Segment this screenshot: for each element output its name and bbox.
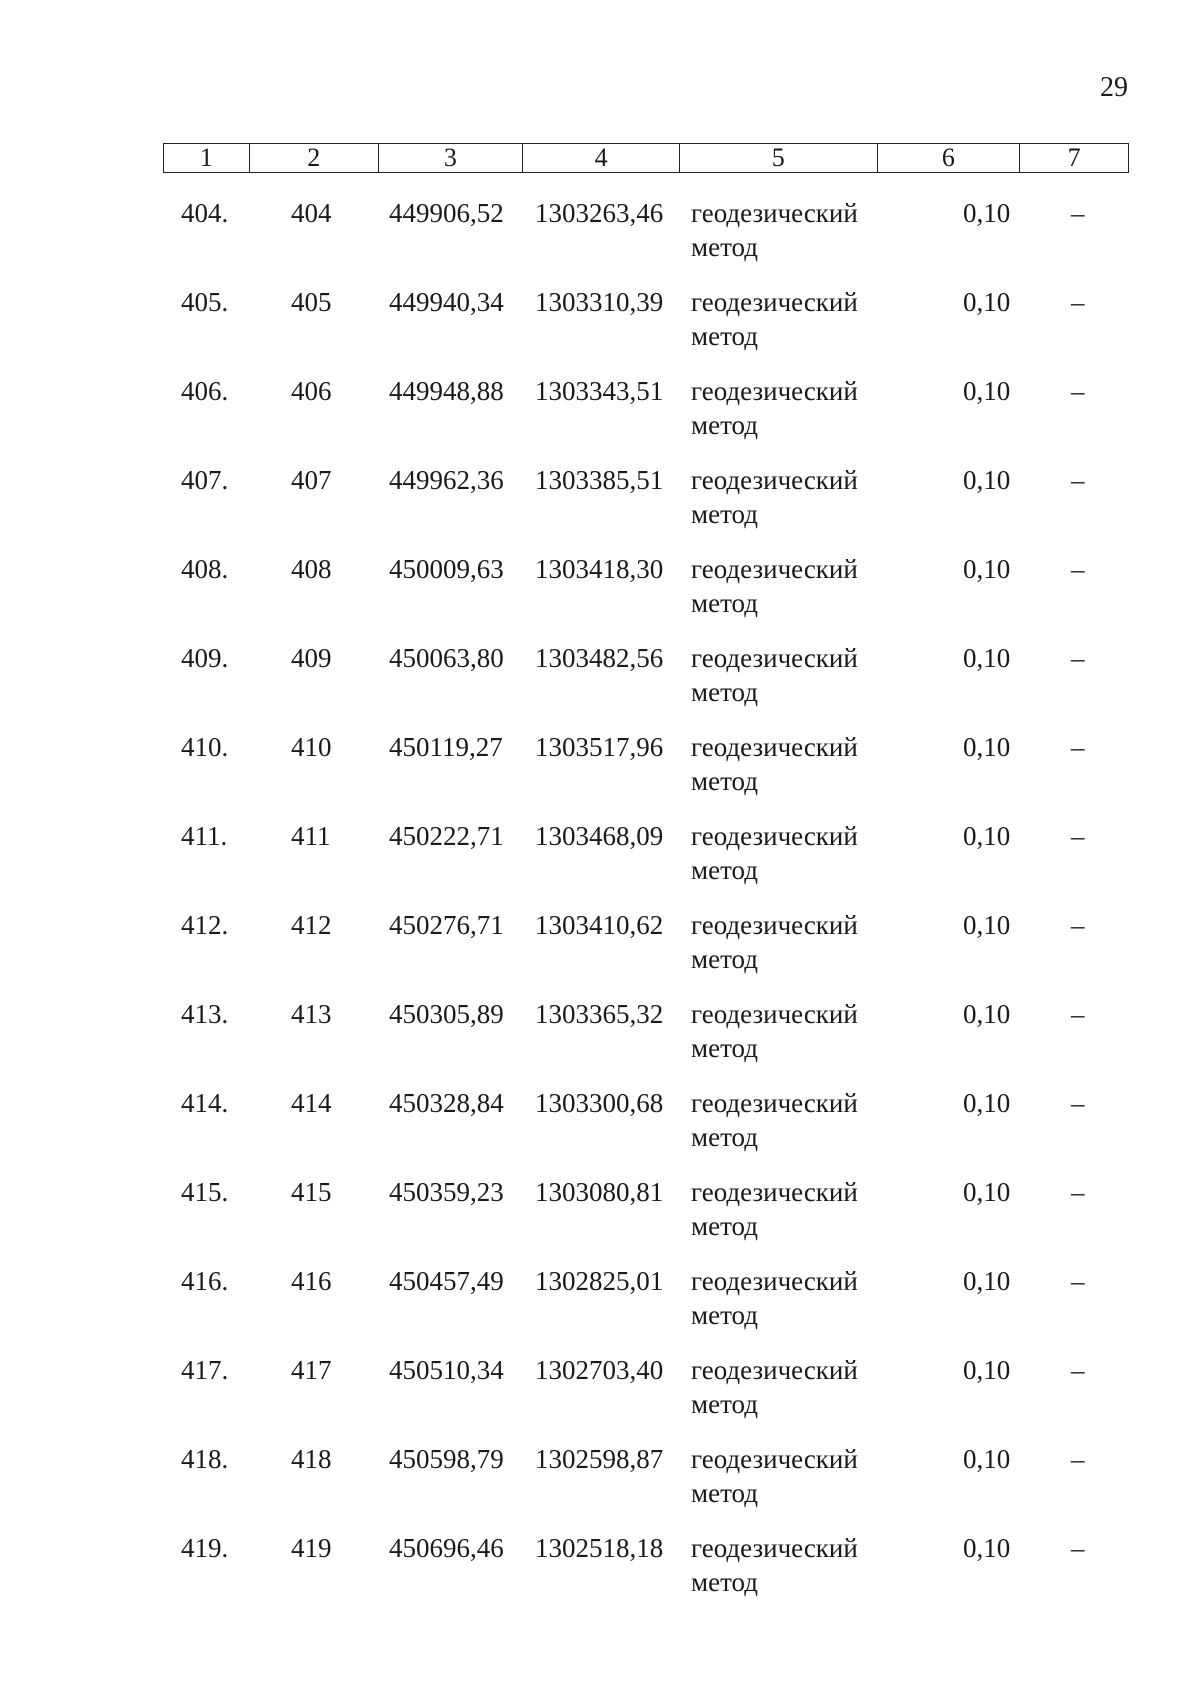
cell-point-id: 418: [291, 1444, 332, 1474]
header-col-2: 2: [250, 144, 379, 172]
table-row: [163, 1353, 1129, 1442]
cell-point-id: 417: [291, 1355, 332, 1385]
table-row: [163, 997, 1129, 1086]
cell-note: –: [1071, 198, 1085, 228]
cell-accuracy: 0,10: [963, 1266, 1011, 1296]
cell-row-number: 416.: [181, 1266, 229, 1296]
cell-accuracy: 0,10: [963, 198, 1011, 228]
cell-note: –: [1071, 999, 1085, 1029]
cell-method: геодезический метод: [691, 643, 858, 707]
cell-accuracy: 0,10: [963, 732, 1011, 762]
cell-row-number: 404.: [181, 198, 229, 228]
cell-accuracy: 0,10: [963, 554, 1011, 584]
table-row: [163, 641, 1129, 730]
table-row: [163, 908, 1129, 997]
table-body: [163, 196, 1129, 1620]
cell-row-number: 419.: [181, 1533, 229, 1563]
cell-coord-x: 449948,88: [389, 376, 504, 406]
cell-point-id: 404: [291, 198, 332, 228]
cell-coord-x: 449906,52: [389, 198, 504, 228]
cell-coord-x: 450457,49: [389, 1266, 504, 1296]
header-col-5: 5: [680, 144, 878, 172]
cell-coord-y: 1303263,46: [535, 198, 664, 228]
cell-note: –: [1071, 465, 1085, 495]
cell-note: –: [1071, 732, 1085, 762]
cell-method: геодезический метод: [691, 1355, 858, 1419]
cell-point-id: 408: [291, 554, 332, 584]
table-row: [163, 463, 1129, 552]
cell-coord-x: 450009,63: [389, 554, 504, 584]
cell-coord-x: 450222,71: [389, 821, 504, 851]
cell-coord-x: 450328,84: [389, 1088, 504, 1118]
cell-note: –: [1071, 910, 1085, 940]
cell-point-id: 415: [291, 1177, 332, 1207]
cell-row-number: 417.: [181, 1355, 229, 1385]
cell-accuracy: 0,10: [963, 1355, 1011, 1385]
cell-method: геодезический метод: [691, 1177, 858, 1241]
cell-method: геодезический метод: [691, 1444, 858, 1508]
cell-accuracy: 0,10: [963, 999, 1011, 1029]
cell-accuracy: 0,10: [963, 1444, 1011, 1474]
cell-point-id: 410: [291, 732, 332, 762]
cell-accuracy: 0,10: [963, 821, 1011, 851]
cell-row-number: 413.: [181, 999, 229, 1029]
table-row: [163, 1086, 1129, 1175]
table-row: [163, 1264, 1129, 1353]
cell-coord-y: 1303410,62: [535, 910, 664, 940]
cell-accuracy: 0,10: [963, 910, 1011, 940]
cell-point-id: 414: [291, 1088, 332, 1118]
cell-coord-y: 1303418,30: [535, 554, 664, 584]
cell-row-number: 410.: [181, 732, 229, 762]
cell-note: –: [1071, 1177, 1085, 1207]
cell-note: –: [1071, 376, 1085, 406]
cell-accuracy: 0,10: [963, 376, 1011, 406]
cell-point-id: 412: [291, 910, 332, 940]
header-col-4: 4: [523, 144, 680, 172]
cell-coord-x: 450276,71: [389, 910, 504, 940]
cell-point-id: 407: [291, 465, 332, 495]
cell-accuracy: 0,10: [963, 1088, 1011, 1118]
cell-coord-y: 1303080,81: [535, 1177, 664, 1207]
table-row: [163, 196, 1129, 285]
cell-note: –: [1071, 1444, 1085, 1474]
cell-note: –: [1071, 1533, 1085, 1563]
header-col-1: 1: [164, 144, 250, 172]
cell-coord-y: 1303343,51: [535, 376, 664, 406]
cell-coord-x: 450063,80: [389, 643, 504, 673]
cell-coord-y: 1302598,87: [535, 1444, 664, 1474]
cell-method: геодезический метод: [691, 198, 858, 262]
cell-method: геодезический метод: [691, 554, 858, 618]
cell-row-number: 418.: [181, 1444, 229, 1474]
cell-row-number: 407.: [181, 465, 229, 495]
cell-coord-y: 1303300,68: [535, 1088, 664, 1118]
table-row: [163, 374, 1129, 463]
cell-row-number: 408.: [181, 554, 229, 584]
table-row: [163, 1531, 1129, 1620]
page-number: 29: [1100, 72, 1128, 103]
cell-coord-y: 1303517,96: [535, 732, 664, 762]
cell-note: –: [1071, 287, 1085, 317]
cell-method: геодезический метод: [691, 1088, 858, 1152]
cell-note: –: [1071, 1088, 1085, 1118]
cell-note: –: [1071, 554, 1085, 584]
cell-method: геодезический метод: [691, 732, 858, 796]
table-row: [163, 1442, 1129, 1531]
cell-coord-x: 450510,34: [389, 1355, 504, 1385]
cell-coord-x: 449940,34: [389, 287, 504, 317]
cell-point-id: 405: [291, 287, 332, 317]
cell-coord-y: 1303310,39: [535, 287, 664, 317]
cell-row-number: 406.: [181, 376, 229, 406]
cell-coord-y: 1303468,09: [535, 821, 664, 851]
cell-point-id: 416: [291, 1266, 332, 1296]
cell-accuracy: 0,10: [963, 465, 1011, 495]
header-col-7: 7: [1067, 143, 1081, 172]
cell-point-id: 409: [291, 643, 332, 673]
cell-note: –: [1071, 1355, 1085, 1385]
cell-accuracy: 0,10: [963, 287, 1011, 317]
cell-note: –: [1071, 643, 1085, 673]
header-col-3: 3: [379, 144, 524, 172]
cell-coord-y: 1302825,01: [535, 1266, 664, 1296]
cell-coord-x: 450359,23: [389, 1177, 504, 1207]
cell-row-number: 412.: [181, 910, 229, 940]
header-col-6: 6: [878, 144, 1021, 172]
cell-coord-x: 450119,27: [389, 732, 503, 762]
table-row: [163, 285, 1129, 374]
cell-method: геодезический метод: [691, 1533, 858, 1597]
cell-method: геодезический метод: [691, 821, 858, 885]
cell-row-number: 409.: [181, 643, 229, 673]
cell-coord-y: 1302518,18: [535, 1533, 664, 1563]
cell-note: –: [1071, 1266, 1085, 1296]
cell-coord-y: 1302703,40: [535, 1355, 664, 1385]
cell-note: –: [1071, 821, 1085, 851]
cell-accuracy: 0,10: [963, 1177, 1011, 1207]
table-header-row: [163, 143, 1129, 173]
cell-row-number: 411.: [181, 821, 228, 851]
cell-row-number: 415.: [181, 1177, 229, 1207]
cell-method: геодезический метод: [691, 910, 858, 974]
cell-coord-x: 450598,79: [389, 1444, 504, 1474]
cell-coord-x: 450305,89: [389, 999, 504, 1029]
cell-coord-y: 1303385,51: [535, 465, 664, 495]
cell-row-number: 405.: [181, 287, 229, 317]
cell-method: геодезический метод: [691, 999, 858, 1063]
cell-method: геодезический метод: [691, 1266, 858, 1330]
cell-accuracy: 0,10: [963, 1533, 1011, 1563]
cell-method: геодезический метод: [691, 376, 858, 440]
cell-coord-y: 1303365,32: [535, 999, 664, 1029]
cell-coord-x: 450696,46: [389, 1533, 504, 1563]
cell-point-id: 419: [291, 1533, 332, 1563]
table-row: [163, 819, 1129, 908]
cell-point-id: 413: [291, 999, 332, 1029]
cell-point-id: 411: [291, 821, 331, 851]
table-row: [163, 1175, 1129, 1264]
cell-method: геодезический метод: [691, 287, 858, 351]
cell-point-id: 406: [291, 376, 332, 406]
cell-method: геодезический метод: [691, 465, 858, 529]
cell-coord-y: 1303482,56: [535, 643, 664, 673]
cell-coord-x: 449962,36: [389, 465, 504, 495]
cell-accuracy: 0,10: [963, 643, 1011, 673]
table-row: [163, 730, 1129, 819]
cell-row-number: 414.: [181, 1088, 229, 1118]
table-row: [163, 552, 1129, 641]
